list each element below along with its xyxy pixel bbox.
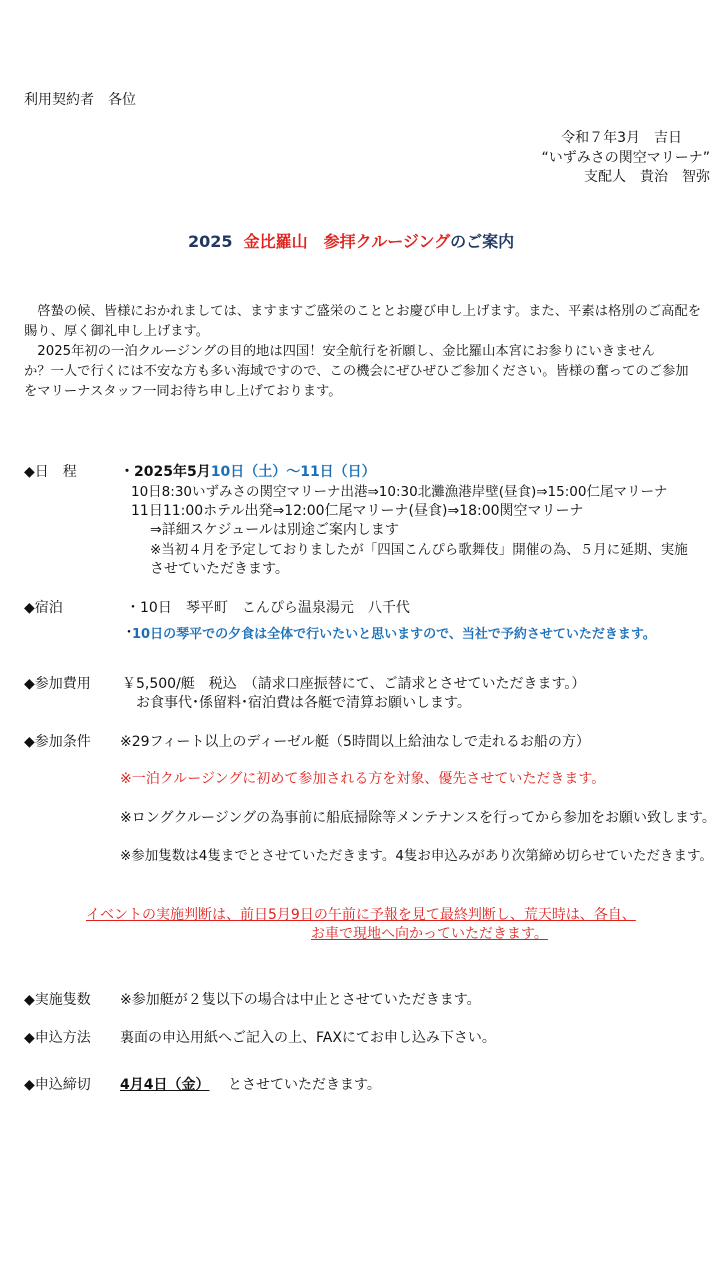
organization-name: “いずみさの関空マリーナ”: [541, 150, 710, 166]
weather-notice: イベントの実施判断は、前日5月9日の午前に予報を見て最終判断し、荒天時は、各自、: [86, 907, 636, 923]
addressee: 利用契約者 各位: [24, 92, 136, 108]
deadline-label: ◆申込締切: [24, 1077, 91, 1093]
method-text: 裏面の申込用紙へご記入の上、FAXにてお申し込み下さい。: [120, 1030, 496, 1046]
intro-line: 賜り、厚く御礼申し上げます。: [24, 324, 210, 339]
schedule-date-range: 10日（土）～11日（日）: [210, 464, 376, 480]
lodging-dinner-note: 10日の琴平での夕食は全体で行いたいと思いますので、当社で予約させていただきます。: [132, 627, 656, 642]
title-year: 2025: [188, 232, 233, 251]
intro-line: 2025年初の一泊クルージングの目的地は四国！安全航行を祈願し、金比羅山本宮にお参りにいきません: [24, 344, 655, 359]
schedule-day2: 11日11:00ホテル出発⇒12:00仁尾マリーナ(昼食)⇒18:00関空マリーナ: [131, 503, 584, 519]
weather-notice-cont: お車で現地へ向かっていただきます。: [311, 926, 548, 942]
method-label: ◆申込方法: [24, 1030, 91, 1046]
lodging-place: ・10日 琴平町 こんぴら温泉湯元 八千代: [126, 600, 410, 616]
condition-item: ※一泊クルージングに初めて参加される方を対象、優先させていただきます。: [120, 771, 606, 787]
conditions-label: ◆参加条件: [24, 734, 91, 750]
intro-line: をマリーナスタッフ一同お待ち申し上げております。: [24, 384, 342, 399]
schedule-note: ※当初４月を予定しておりましたが「四国こんぴら歌舞伎」開催の為、５月に延期、実施: [150, 542, 688, 558]
signer: 支配人 貴治 智弥: [584, 169, 710, 185]
schedule-dates: [120, 462, 376, 482]
title-event: 金比羅山 参拝クルージング: [243, 232, 451, 251]
intro-line: か？一人で行くには不安な方も多い海域ですので、この機会にぜひぜひご参加ください。皆様の奮ってのご参加: [24, 364, 689, 379]
issue-date: 令和７年3月 吉日: [561, 130, 682, 146]
minimum-text: ※参加艇が２隻以下の場合は中止とさせていただきます。: [120, 992, 481, 1008]
fee-amount: ￥5,500/艇 税込 （請求口座振替にて、ご請求とさせていただきます。）: [122, 676, 586, 692]
page-title: [188, 232, 514, 252]
minimum-label: ◆実施隻数: [24, 992, 91, 1008]
schedule-date-prefix: ・2025年5月: [120, 464, 211, 480]
deadline-date: 4月4日（金）: [120, 1077, 210, 1093]
fee-note: お食事代･係留料･宿泊費は各艇で清算お願いします。: [136, 695, 471, 711]
lodging-label: ◆宿泊: [24, 600, 63, 616]
condition-item: ※29フィート以上のディーゼル艇（5時間以上給油なしで走れるお船の方）: [120, 734, 590, 750]
lodging-bullet: ・: [122, 625, 136, 641]
condition-item: ※ロングクルージングの為事前に船底掃除等メンテナンスを行ってから参加をお願い致します。: [120, 810, 716, 826]
deadline-text: とさせていただきます。: [228, 1077, 381, 1093]
schedule-detail: ⇒詳細スケジュールは別途ご案内します: [150, 522, 399, 538]
schedule-note-cont: させていただきます。: [150, 561, 289, 577]
intro-line: 啓蟄の候、皆様におかれましては、ますますご盛栄のこととお慶び申し上げます。また、平素は格別のご高配を: [24, 304, 702, 319]
title-suffix: のご案内: [450, 232, 515, 251]
schedule-label: ◆日 程: [24, 464, 77, 480]
condition-item: ※参加隻数は4隻までとさせていただきます。4隻お申込みがあり次第締め切らせていただきます。: [120, 848, 713, 864]
fee-label: ◆参加費用: [24, 676, 91, 692]
schedule-day1: 10日8:30いずみさの関空マリーナ出港⇒10:30北灘漁港岸壁(昼食)⇒15:00仁尾マリーナ: [131, 484, 668, 500]
intro-paragraph: [24, 302, 701, 402]
